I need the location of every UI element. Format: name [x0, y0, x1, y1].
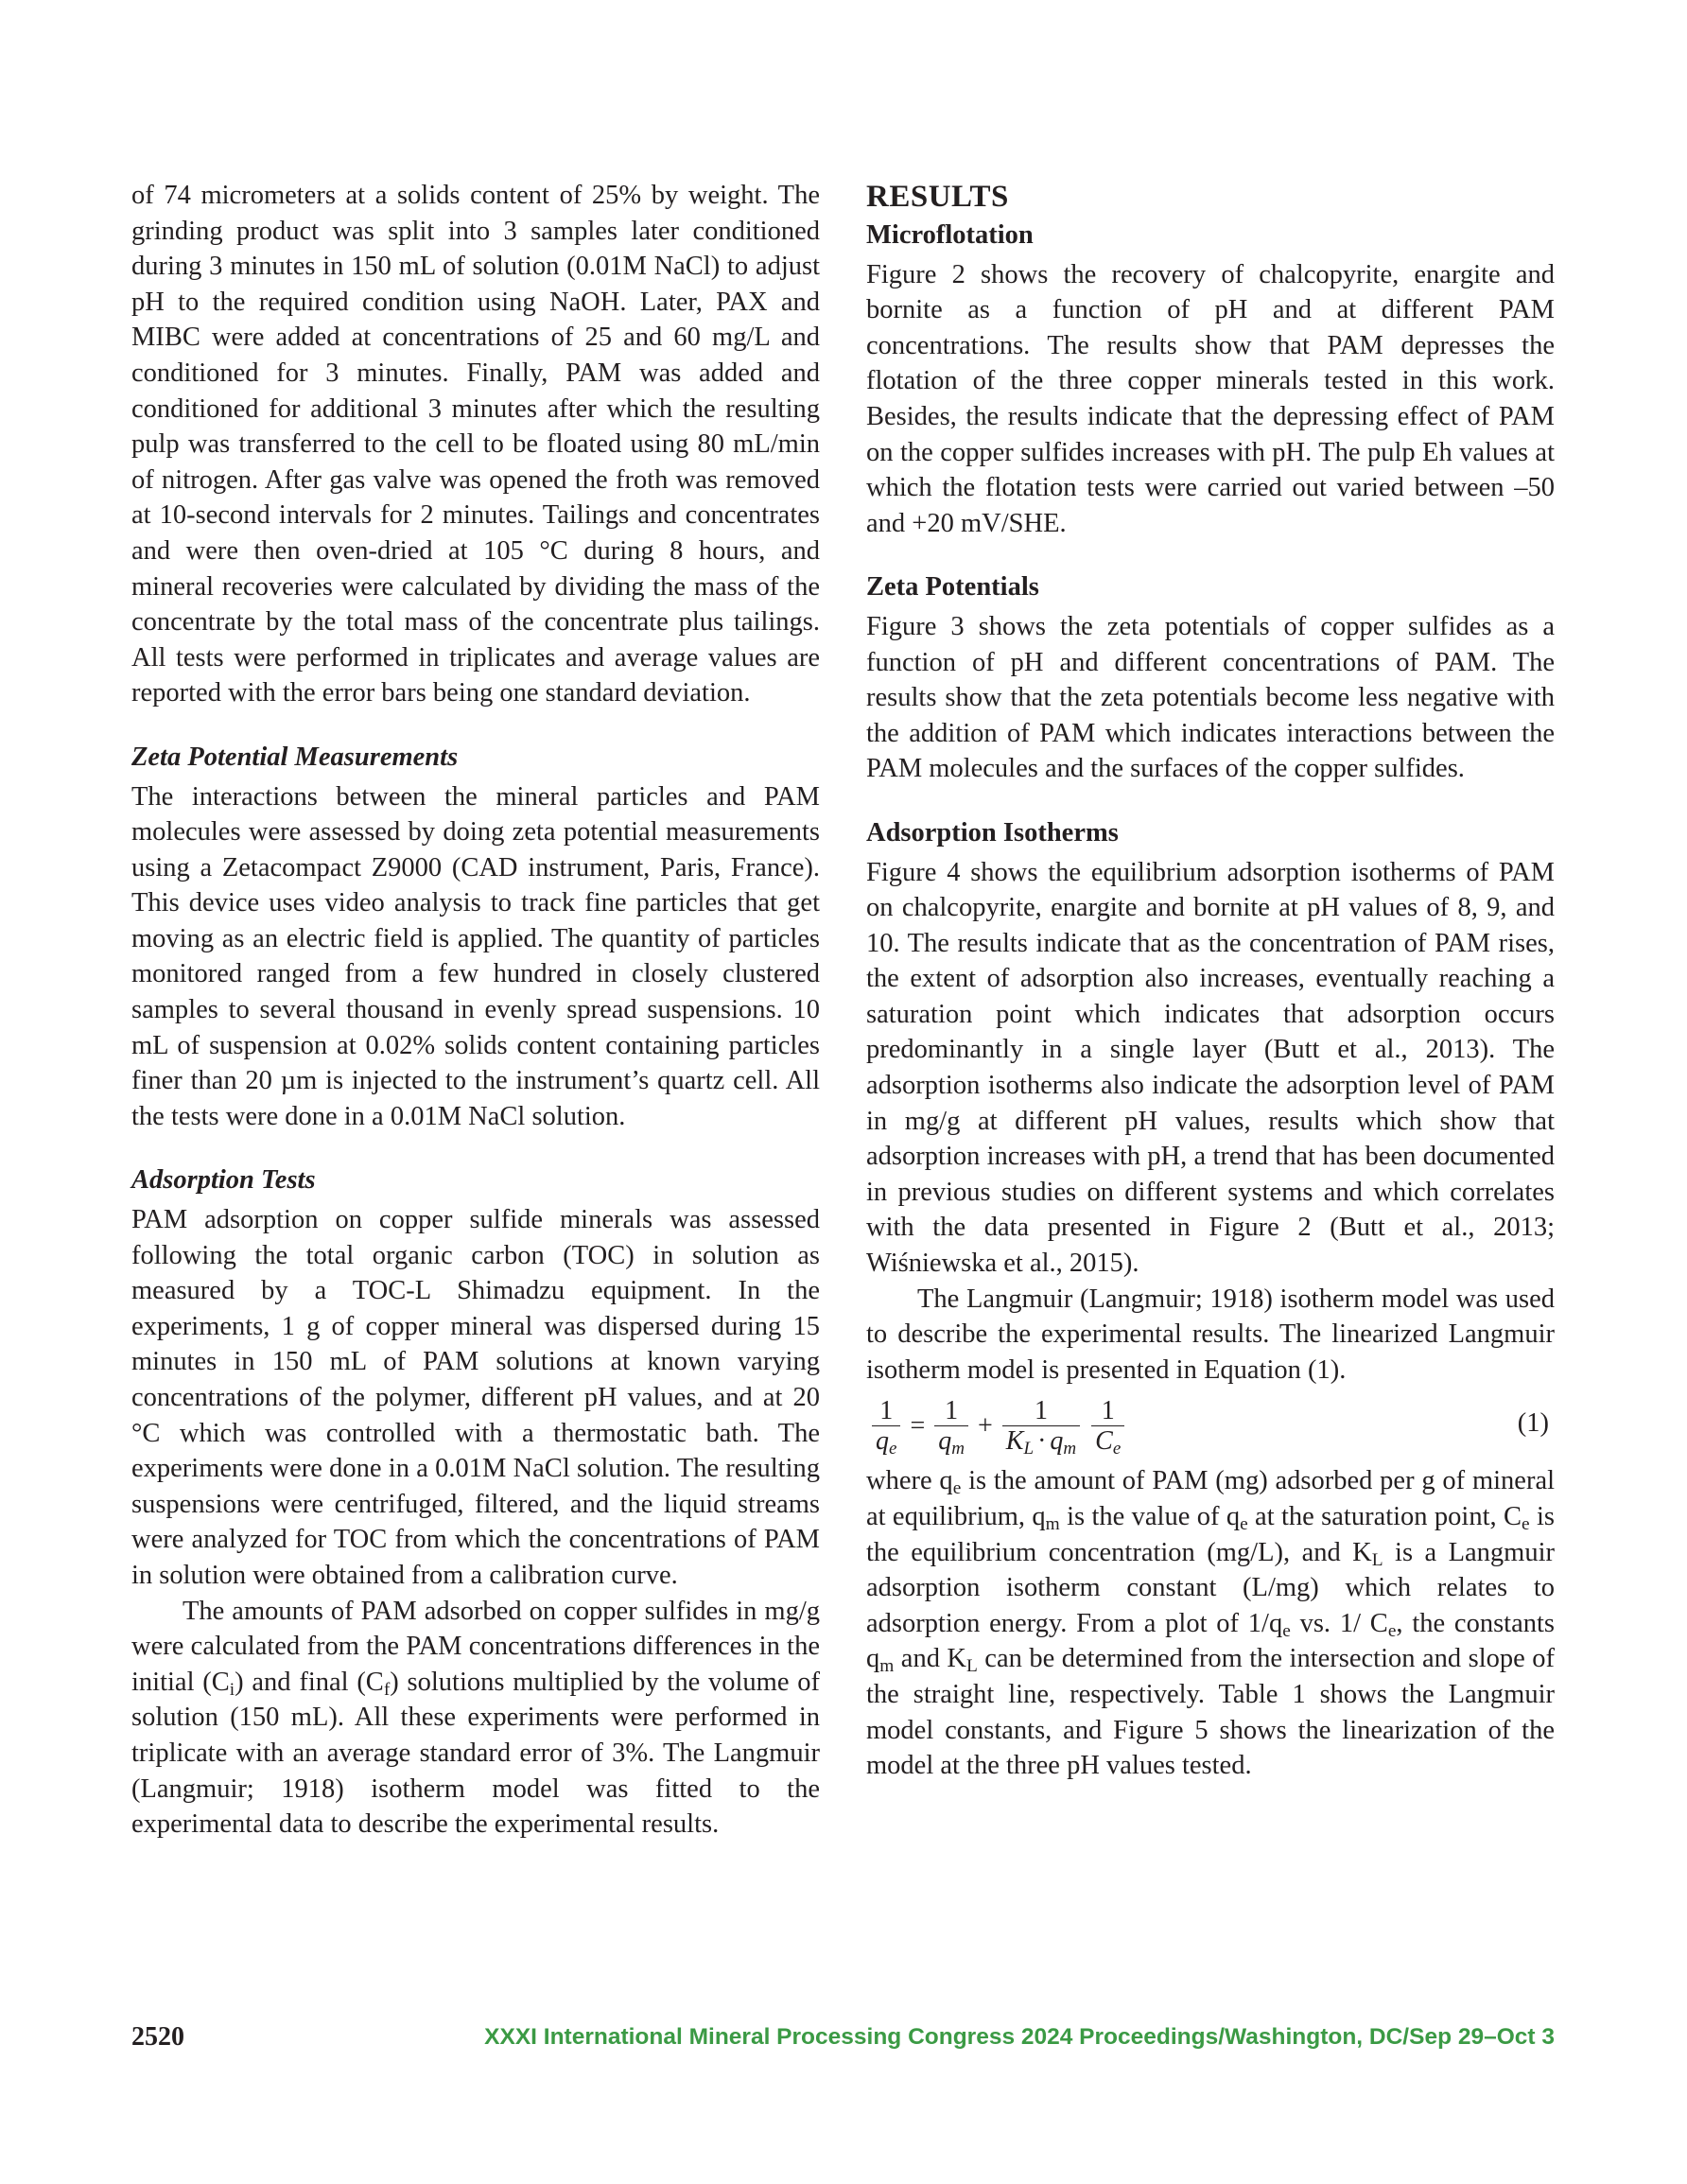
subsection-heading-zeta-potentials: Zeta Potentials	[866, 572, 1039, 603]
fraction-ce: $\frac{1}{C_e}$	[1091, 1397, 1124, 1457]
fraction-qm: $\frac{1}{q_m}$	[934, 1397, 968, 1457]
paragraph: of 74 micrometers at a solids content of 25% by weight. The grinding product was split into 3 samples later conditioned during 3 minutes in 150 mL of solution (0.01M NaCl) to adjust pH to the required condition using NaOH. Later, PAX and MIBC were added at concentrations of 25 and 60 mg/L and conditioned for 3 minutes. Finally, PAM was added and conditioned for additional 3 minutes after which the resulting pulp was transferred to the cell to be floated using 80 mL/min of nitrogen. After gas valve was opened the froth was removed at 10-second intervals for 2 minutes. Tailings and concentrates and were then oven-dried at 105 °C during 8 hours, and mineral recoveries were calculated by dividing the mass of the concentrate by the total mass of the concentrate plus tailings. All tests were performed in triplicates and average values are reported with the error bars being one standard deviation.	[131, 181, 820, 708]
paragraph: Figure 3 shows the zeta potentials of copper sulfides as a function of pH and different concentrations of PAM. The results show that the zeta potentials become less negative with the addition of PAM which indicates interactions between the PAM molecules and the surfaces of the copper sulfides.	[866, 611, 1555, 784]
page-number: 2520	[131, 2022, 184, 2052]
page-footer	[131, 2022, 1555, 2060]
fraction-kl-qm: $\frac{1}{K_L \cdot q_m}$	[1002, 1397, 1080, 1457]
paragraph: Figure 4 shows the equilibrium adsorption isotherms of PAM on chalcopyrite, enargite and bornite at pH values of 8, 9, and 10. The results indicate that as the concentration of PAM rises, the extent of adsorption also increases, eventually reaching a saturation point which indicates that adsorption occurs predominantly in a single layer (Butt et al., 2013). The adsorption isotherms also indicate the adsorption level of PAM in mg/g at different pH values, results which show that adsorption increases with pH, a trend that has been documented in previous studies on different systems and which correlates with the data presented in Figure 2 (Butt et al., 2013; Wiśniewska et al., 2015).	[866, 857, 1555, 1279]
right-column	[866, 178, 1555, 1784]
paragraph-where: where $q_e$ is the amount of PAM (mg) adsorbed per g of mineral at equilibrium, $q_m$ is the value of $q_e$ at the saturation point, $C_e$ is the equilibrium concentration (mg/L), and $K_L$ is a Langmuir adsorption isotherm constant (L/mg) which relates to adsorption energy. From a plot of $1/q_e$ vs. 1/ $C_e$, the constants $q_m$ and $K_L$ can be determined from the intersection and slope of the straight line, respectively. Table 1 shows the Langmuir model constants, and Figure 5 shows the linearization of the model at the three pH values tested.	[866, 1466, 1556, 1781]
left-column	[131, 178, 820, 1843]
paragraph: The interactions between the mineral particles and PAM molecules were assessed by doing zeta potential measurements using a Zetacompact Z9000 (CAD instrument, Paris, France). This device uses video analysis to track fine particles that get moving as an electric field is applied. The quantity of particles monitored ranged from a few hundred in closely clustered samples to several thousand in evenly spread suspensions. 10 mL of suspension at 0.02% solids content containing particles finer than 20 µm is injected to the instrument’s quartz cell. All the tests were done in a 0.01M NaCl solution.	[131, 781, 820, 1131]
journal-title: XXXI International Mineral Processing Congress 2024 Proceedings/Washington, DC/Sep 29–Oct 3	[484, 2024, 1555, 2050]
paragraph: Figure 2 shows the recovery of chalcopyrite, enargite and bornite as a function of pH and at different PAM concentrations. The results show that PAM depresses the flotation of the three copper minerals tested in this work. Besides, the results indicate that the depressing effect of PAM on the copper sulfides increases with pH. The pulp Eh values at which the flotation tests were carried out varied between –50 and +20 mV/SHE.	[866, 259, 1555, 538]
equation-number: (1)	[1517, 1408, 1549, 1439]
section-heading-results: RESULTS	[866, 180, 1009, 214]
paragraph: PAM adsorption on copper sulfide minerals was assessed following the total organic carbon (TOC) in solution as measured by a TOC-L Shimadzu equipment. In the experiments, 1 g of copper mineral was dispersed during 15 minutes in 150 mL of PAM solutions at known varying concentrations of the polymer, different pH values, and at 20 °C which was controlled with a thermostatic bath. The experiments were done in a 0.01M NaCl solution. The resulting suspensions were centrifuged, filtered, and the liquid streams were analyzed for TOC from which the concentrations of PAM in solution were obtained from a calibration curve.	[131, 1205, 820, 1590]
equation-1	[866, 1391, 1555, 1461]
subsection-heading-adsorption-isotherms: Adsorption Isotherms	[866, 817, 1119, 847]
paragraph: The Langmuir (Langmuir; 1918) isotherm model was used to describe the experimental results. The linearized Langmuir isotherm model is presented in Equation (1).	[866, 1284, 1555, 1385]
equation-body: $\frac{1}{q_e}$ = $\frac{1}{q_m}$ + $\frac{1}{K_L \cdot q_m}$ $\frac{1}{C_e}$	[866, 1391, 1130, 1461]
fraction-lhs: $\frac{1}{q_e}$	[872, 1397, 900, 1457]
paragraph: The amounts of PAM adsorbed on copper sulfides in mg/g were calculated from the PAM concentrations differences in the initial $(C_i)$ and final $(C_f)$ solutions multiplied by the volume of solution (150 mL). All these experiments were performed in triplicate with an average standard error of 3%. The Langmuir (Langmuir; 1918) isotherm model was fitted to the experimental data to describe the experimental results.	[131, 1596, 820, 1840]
subsection-heading-microflotation: Microflotation	[866, 220, 1034, 250]
section-heading-adsorption-tests: Adsorption Tests	[131, 1165, 316, 1196]
section-heading-zeta-potential-measurements: Zeta Potential Measurements	[131, 742, 459, 772]
